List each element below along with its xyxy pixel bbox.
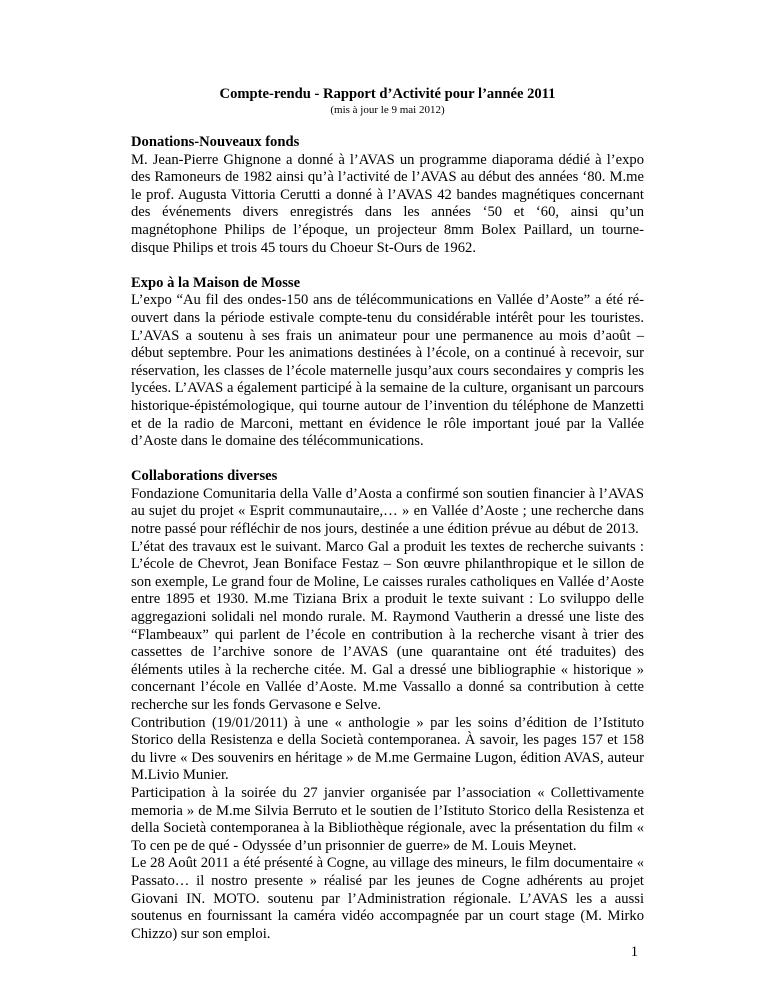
paragraph: Contribution (19/01/2011) à une « anthologie » par les soins d’édition de l’Istituto Storico della Resistenza e della Società contemporanea. À savoir, les pages 157 et 158 du livre « Des souvenirs en héritage » de M.me Germaine Lugon, édition AVAS, auteur M.Livio Munier. xyxy=(131,714,644,784)
section-donations xyxy=(131,134,644,257)
section-heading: Collaborations diverses xyxy=(131,468,278,485)
section-heading: Donations-Nouveaux fonds xyxy=(131,134,300,150)
paragraph: L’état des travaux est le suivant. Marco Gal a produit les textes de recherche suivants : L’école de Chevrot, Jean Boniface Festaz – Son œuvre philanthropique et le sillon de son exemple, Le grand four de Moline, Le caisses rurales catholiques en Vallée d’Aoste entre 1895 et 1930. M.me Tiziana Brix a produit le texte suivant : Lo sviluppo delle aggregazioni solidali nel mondo rurale. M. Raymond Vautherin a dressé une liste des “Flambeaux” qui parlent de l’école en contribution à la recherche visant à trier des cassettes de l’archive sonore de l’AVAS (une quarantaine ont été traduites) des éléments utiles à la recherche citée. M. Gal a dressé une bibliographie « historique » concernant l’école en Vallée d’Aoste. M.me Vassallo a donné sa contribution à cette recherche sur les fonds Gervasone e Selve. xyxy=(131,538,644,713)
document-body xyxy=(131,86,644,943)
document-subtitle: (mis à jour le 9 mai 2012) xyxy=(330,104,445,116)
section-collaborations xyxy=(131,468,644,943)
section-heading: Expo à la Maison de Mosse xyxy=(131,274,301,291)
section-expo xyxy=(131,275,644,451)
page-number: 1 xyxy=(630,944,638,960)
paragraph: Participation à la soirée du 27 janvier organisée par l’association « Collettivamente memoria » de M.me Silvia Berruto et le soutien de l’Istituto Storico della Resistenza et della Società contemporanea à la Bibliothèque régionale, avec la présentation du film « To cen pe de qué - Odyssée d’un prisonnier de guerre» de M. Louis Meynet. xyxy=(131,784,644,854)
paragraph: Fondazione Comunitaria della Valle d’Aosta a confirmé son soutien financier à l’AVAS au sujet du projet « Esprit communautaire,… » en Vallée d’Aoste ; une recherche dans notre passé pour réfléchir de nos jours, destinée a une édition prévue au début de 2013. xyxy=(131,485,644,538)
paragraph: M. Jean-Pierre Ghignone a donné à l’AVAS un programme diaporama dédié à l’expo des Ramoneurs de 1982 ainsi qu’à l’activité de l’AVAS au début des années ‘80. M.me le prof. Augusta Vittoria Cerutti a donné à l’AVAS 42 bandes magnétiques concernant des événements divers enregistrés dans les années ‘50 et ‘60, ainsi qu’un magnétophone Philips de l’époque, un projecteur 8mm Bolex Paillard, un tourne-disque Philips et trois 45 tours du Choeur St-Ours de 1962. xyxy=(131,151,644,256)
document-title: Compte-rendu - Rapport d’Activité pour l’année 2011 xyxy=(219,86,556,102)
paragraph: L’expo “Au fil des ondes-150 ans de télécommunications en Vallée d’Aoste” a été ré-ouvert dans la période estivale compte-tenu du considérable intérêt pour les touristes. L’AVAS a soutenu à ses frais un animateur pour une permanence au mois d’août – début septembre. Pour les animations destinées à l’école, on a continué à recevoir, sur réservation, les classes de l’école maternelle jusqu’aux cours secondaires y compris les lycées. L’AVAS a également participé à la semaine de la culture, organisant un parcours historique-épistémologique, qui tourne autour de l’invention du téléphone de Manzetti et de la radio de Marconi, mettant en évidence le rôle important joué par la Vallée d’Aoste dans le domaine des télécommunications. xyxy=(131,292,644,450)
paragraph: Le 28 Août 2011 a été présenté à Cogne, au village des mineurs, le film documentaire « Passato… il nostro presente » réalisé par les jeunes de Cogne adhérents au projet Giovani IN. MOTO. soutenu par l’Administration régionale. L’AVAS les a aussi soutenus en fournissant la caméra vidéo accompagnée par un court stage (M. Mirko Chizzo) sur son emploi. xyxy=(131,855,644,942)
